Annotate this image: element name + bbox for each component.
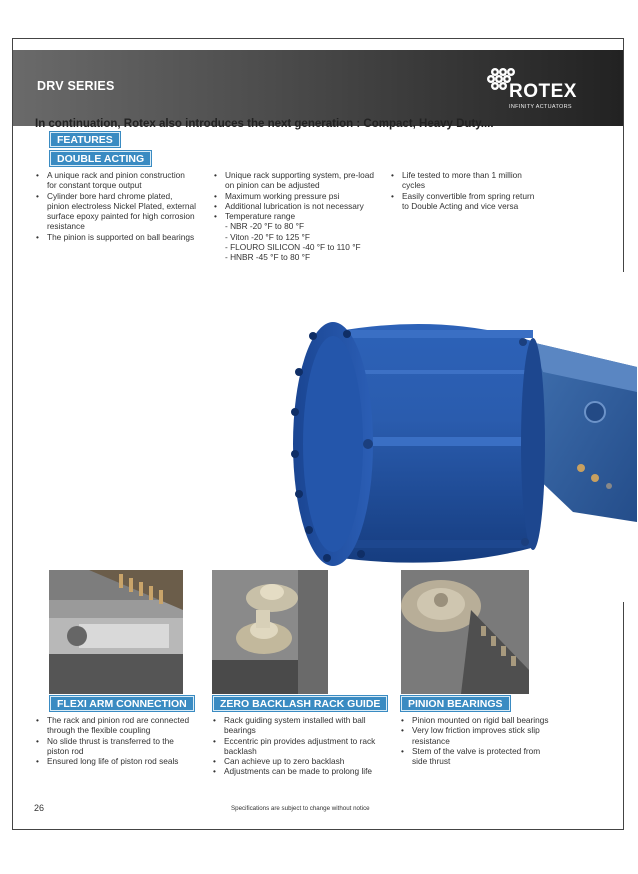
temp-range-item: - FLOURO SILICON -40 °F to 110 °F [225,242,361,253]
pinion-bearings-tag: PINION BEARINGS [401,696,510,711]
double-acting-col1 [36,170,196,242]
brochure-page [12,38,624,830]
feature-bullet: • A unique rack and pinion construction for constant torque output [36,170,196,191]
disclaimer-note: Specifications are subject to change without notice [231,805,370,812]
header-banner [13,50,623,126]
rotex-logo [483,64,613,114]
feature-bullet: • Life tested to more than 1 million cycles [391,170,541,191]
zero-backlash-tag: ZERO BACKLASH RACK GUIDE [213,696,387,711]
features-tag: FEATURES [50,132,120,147]
temp-range-item: - NBR -20 °F to 80 °F [225,221,305,232]
feature-bullet: • Easily convertible from spring return to Double Acting and vice versa [391,191,541,212]
double-acting-tag: DOUBLE ACTING [50,151,151,166]
feature-bullet: • The pinion is supported on ball bearings [36,232,196,242]
section-bullet: • Rack guiding system installed with ball bearings [213,715,391,736]
temp-range-item: - HNBR -45 °F to 80 °F [225,252,311,263]
brand-name: ROTEX [509,81,577,102]
double-acting-col2 [214,170,379,263]
pinion-bearings-list [401,715,557,766]
feature-bullet: • Additional lubrication is not necessary [214,201,379,211]
section-bullet: • Can achieve up to zero backlash [213,756,391,766]
section-bullet: • Stem of the valve is protected from side thrust [401,746,557,767]
section-bullet: • Adjustments can be made to prolong life [213,766,391,776]
feature-bullet: • Temperature range [214,211,379,221]
page-number: 26 [34,803,45,813]
rack-guide-photo [212,570,328,694]
section-bullet: • Eccentric pin provides adjustment to rack backlash [213,736,391,757]
section-bullet: • Ensured long life of piston rod seals [36,756,198,766]
section-bullet: • No slide thrust is transferred to the piston rod [36,736,198,757]
flexi-arm-photo [49,570,183,694]
feature-bullet: • Maximum working pressure psi [214,191,379,201]
flexi-arm-tag: FLEXI ARM CONNECTION [50,696,194,711]
zero-backlash-list [213,715,391,777]
section-bullet: • Very low friction improves stick slip resistance [401,725,557,746]
flexi-arm-list [36,715,198,766]
brand-tagline: INFINITY ACTUATORS [509,104,572,110]
intro-heading: In continuation, Rotex also introduces the next generation : Compact, Heavy Duty.... [35,118,494,130]
series-title: DRV SERIES [37,79,115,93]
section-bullet: • Pinion mounted on rigid ball bearings [401,715,557,725]
actuator-product-image [273,272,637,602]
temp-range-item: - Viton -20 °F to 125 °F [225,231,310,242]
feature-bullet: • Unique rack supporting system, pre-load on pinion can be adjusted [214,170,379,191]
double-acting-col3 [391,170,541,211]
feature-bullet: • Cylinder bore hard chrome plated, pinion electroless Nickel Plated, external surface epoxy painted for high corrosion resistance [36,191,196,232]
pinion-bearings-photo [401,570,529,694]
section-bullet: • The rack and pinion rod are connected through the flexible coupling [36,715,198,736]
